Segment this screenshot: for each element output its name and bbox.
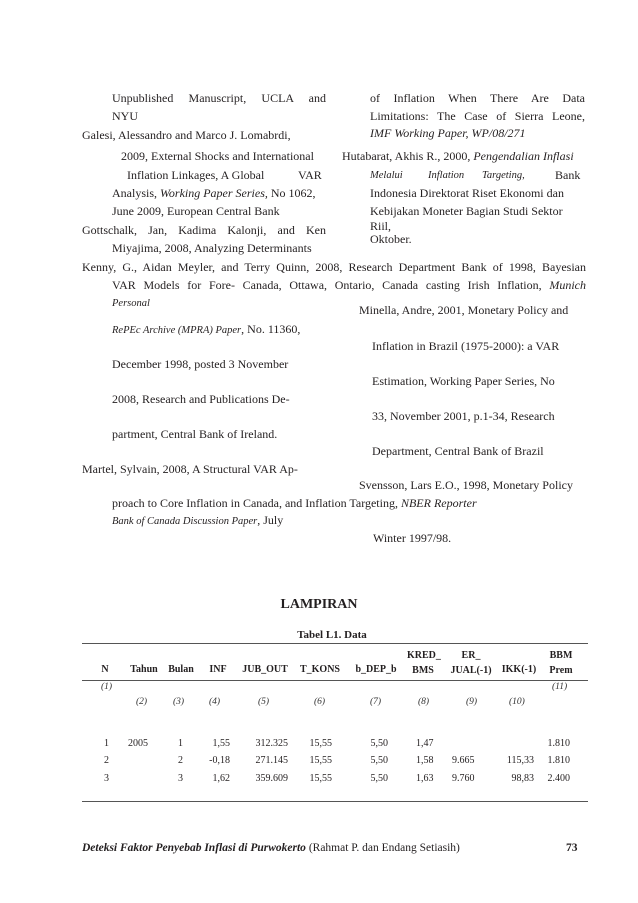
ref-italic: Bank of Canada Discussion Paper: [112, 516, 258, 527]
cell-er-jual: 9.760: [452, 773, 475, 784]
col-number: (2): [136, 697, 148, 707]
ref-line: 2008, Research and Publications De-: [112, 392, 290, 406]
col-header-tahun: Tahun: [130, 664, 158, 675]
ref-line: [112, 278, 586, 293]
header-line: Prem: [549, 665, 573, 676]
col-number: (6): [314, 697, 326, 707]
ref-line: [112, 322, 300, 338]
header-line: BBM: [549, 650, 573, 661]
cell-jub-out: 312.325: [255, 738, 288, 749]
ref-line: Martel, Sylvain, 2008, A Structural VAR Ap-: [82, 462, 298, 476]
cell-jub-out: 271.145: [255, 755, 288, 766]
ref-line: 2009, External Shocks and International: [121, 149, 314, 163]
col-number: (8): [418, 697, 430, 707]
table-bottom-rule: [82, 801, 588, 802]
cell-tahun: 2005: [128, 738, 148, 749]
ref-line: Gottschalk, Jan, Kadima Kalonji, and Ken: [82, 223, 326, 237]
ref-line: Miyajima, 2008, Analyzing Determinants: [112, 241, 312, 255]
ref-line: Winter 1997/98.: [373, 531, 452, 545]
col-number: (4): [209, 697, 221, 707]
ref-line: Galesi, Alessandro and Marco J. Lomabrdi,: [82, 128, 291, 142]
cell-inf: 1,55: [212, 738, 230, 749]
col-header-inf: INF: [209, 664, 227, 675]
ref-line: Kenny, G., Aidan Meyler, and Terry Quinn, 2008, Research Department Bank of 1998, Bayesian: [82, 260, 586, 274]
col-header-bbm-prem: [544, 650, 578, 677]
col-header-bulan: Bulan: [168, 664, 194, 675]
ref-line: Riil,: [370, 219, 392, 233]
ref-italic: RePEc Archive (MPRA) Paper: [112, 325, 242, 336]
table-title: Tabel L1. Data: [297, 629, 367, 641]
ref-line: Bank: [555, 168, 581, 182]
footer-authors: (Rahmat P. dan Endang Setiasih): [305, 842, 460, 854]
header-line: BMS: [412, 665, 434, 676]
ref-line: [342, 149, 574, 164]
cell-n: 2: [104, 755, 109, 766]
ref-italic: Melalui: [370, 170, 403, 181]
cell-bulan: 3: [178, 773, 183, 784]
col-number: (9): [466, 697, 478, 707]
ref-line: [112, 186, 316, 201]
col-number: (1): [101, 682, 113, 692]
ref-line: partment, Central Bank of Ireland.: [112, 427, 278, 441]
ref-line: June 2009, European Central Bank: [112, 204, 280, 218]
cell-bbm-prem: 1.810: [547, 738, 570, 749]
col-header-n: N: [101, 664, 109, 675]
cell-er-jual: 9.665: [452, 755, 475, 766]
col-number: (7): [370, 697, 382, 707]
cell-ikk: 115,33: [506, 755, 534, 766]
ref-line: Minella, Andre, 2001, Monetary Policy and: [359, 303, 569, 317]
cell-jub-out: 359.609: [255, 773, 288, 784]
col-header-er-jual: [448, 650, 494, 677]
ref-italic: Targeting,: [482, 170, 525, 181]
ref-line: of Inflation When There Are Data: [370, 91, 585, 105]
cell-n: 1: [104, 738, 109, 749]
col-number: (11): [552, 682, 568, 692]
cell-b-dep-b: 5,50: [370, 738, 388, 749]
cell-b-dep-b: 5,50: [370, 755, 388, 766]
ref-text: proach to Core Inflation in Canada, and Inflation Targeting,: [112, 496, 401, 510]
cell-inf: 1,62: [212, 773, 230, 784]
running-footer: [82, 842, 460, 854]
header-line: JUAL(-1): [450, 665, 492, 676]
ref-line: Kebijakan Moneter Bagian Studi Sektor: [370, 204, 563, 218]
cell-bulan: 2: [178, 755, 183, 766]
col-header-b-dep-b: b_DEP_b: [355, 664, 397, 675]
ref-text: Analysis,: [112, 186, 160, 200]
cell-b-dep-b: 5,50: [370, 773, 388, 784]
cell-bbm-prem: 2.400: [547, 773, 570, 784]
header-rule: [82, 680, 588, 681]
cell-bbm-prem: 1.810: [547, 755, 570, 766]
ref-italic: Working Paper Series,: [160, 186, 268, 200]
ref-line: 33, November 2001, p.1-34, Research: [372, 409, 555, 423]
ref-italic: NBER Reporter: [400, 496, 477, 510]
ref-line: IMF Working Paper, WP/08/271: [370, 126, 526, 140]
table-top-rule: [82, 643, 588, 644]
footer-title: Deteksi Faktor Penyebab Inflasi di Purwokerto: [82, 842, 306, 854]
cell-kred-bms: 1,47: [416, 738, 434, 749]
ref-line: VAR: [298, 168, 322, 182]
ref-line: Limitations: The Case of Sierra Leone,: [370, 109, 585, 123]
cell-t-kons: 15,55: [309, 738, 332, 749]
cell-bulan: 1: [178, 738, 183, 749]
ref-text: Hutabarat, Akhis R., 2000,: [342, 149, 474, 163]
cell-t-kons: 15,55: [309, 755, 332, 766]
ref-text: , No. 11360,: [241, 322, 301, 336]
col-header-kred-bms: [407, 650, 439, 677]
ref-line: Unpublished Manuscript, UCLA and: [112, 91, 326, 105]
ref-line: [112, 496, 477, 511]
page-number: 73: [566, 842, 578, 854]
header-line: KRED_: [407, 650, 441, 661]
ref-line: December 1998, posted 3 November: [112, 357, 289, 371]
ref-italic: Munich: [549, 278, 586, 292]
ref-line: Svensson, Lars E.O., 1998, Monetary Policy: [359, 478, 573, 492]
ref-text: No 1062,: [267, 186, 316, 200]
cell-n: 3: [104, 773, 109, 784]
col-number: (5): [258, 697, 270, 707]
col-header-jub-out: JUB_OUT: [242, 664, 288, 675]
ref-line: Inflation in Brazil (1975-2000): a VAR: [372, 339, 560, 353]
appendix-title: LAMPIRAN: [280, 597, 358, 612]
ref-line: [112, 513, 283, 529]
ref-line: Inflation Linkages, A Global: [127, 168, 265, 182]
cell-kred-bms: 1,58: [416, 755, 434, 766]
cell-t-kons: 15,55: [309, 773, 332, 784]
header-line: ER_: [461, 650, 481, 661]
col-header-ikk: IKK(-1): [501, 664, 537, 675]
cell-ikk: 98,83: [511, 773, 534, 784]
ref-text: , July: [257, 513, 284, 527]
ref-italic: Pengendalian Inflasi: [473, 149, 574, 163]
col-header-t-kons: T_KONS: [299, 664, 340, 675]
ref-line: Oktober.: [370, 232, 412, 246]
cell-kred-bms: 1,63: [416, 773, 434, 784]
ref-line: Department, Central Bank of Brazil: [372, 444, 544, 458]
col-number: (3): [173, 697, 185, 707]
col-number: (10): [509, 697, 525, 707]
ref-italic: Personal: [112, 298, 150, 309]
cell-inf: -0,18: [209, 755, 230, 766]
ref-italic: Inflation: [428, 170, 465, 181]
ref-line: Estimation, Working Paper Series, No: [372, 374, 555, 388]
ref-line: Indonesia Direktorat Riset Ekonomi dan: [370, 186, 564, 200]
ref-line: NYU: [112, 109, 138, 123]
ref-text: VAR Models for Fore- Canada, Ottawa, Ontario, Canada casting Irish Inflation,: [112, 278, 550, 292]
